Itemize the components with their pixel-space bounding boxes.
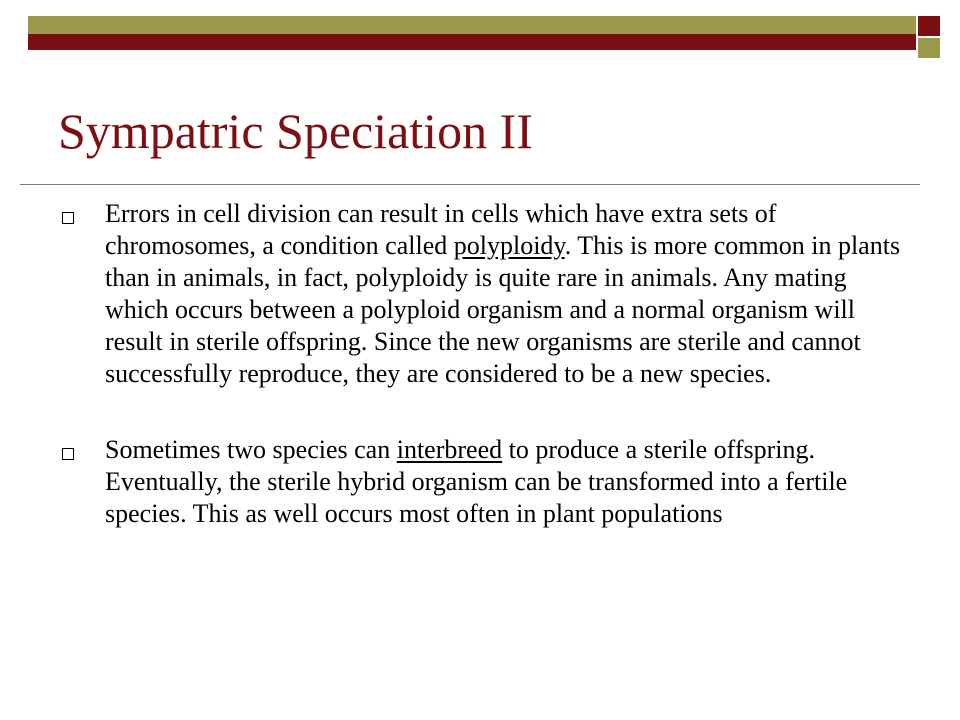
bullet-text-part: to produce a sterile offspring. Eventually, the sterile hybrid organism can be transformed into a fertile species. This as well occurs most often in plant populations [105,435,848,528]
top-decorative-bar [28,16,916,56]
bullet-item-polyploidy [60,198,910,390]
bullet-list [60,198,910,574]
bullet-text [105,198,910,390]
keyword-interbreed: interbreed [396,435,503,464]
bullet-text-part: Errors in cell division can result in cells which have extra sets of chromosomes, a condition called [105,199,777,260]
keyword-polyploidy: polyploidy [453,231,565,260]
bullet-text [105,434,910,530]
corner-maroon-block [918,16,940,36]
hollow-square-bullet-icon [62,212,74,224]
top-bar-maroon-stripe [28,34,916,50]
title-divider [20,184,920,185]
top-bar-olive-stripe [28,16,916,34]
corner-olive-block [918,38,940,58]
bullet-text-part: Sometimes two species can [105,435,397,464]
slide-title: Sympatric Speciation II [58,103,533,159]
bullet-item-interbreed [60,434,910,530]
hollow-square-bullet-icon [62,448,74,460]
bullet-text-part: . This is more common in plants than in animals, in fact, polyploidy is quite rare in animals. Any mating which occurs between a polyploid organism and a normal organism will result in sterile offspring. Since the new organisms are sterile and cannot successfully reproduce, they are considered to be a new species. [105,231,901,388]
corner-decoration [918,16,940,60]
